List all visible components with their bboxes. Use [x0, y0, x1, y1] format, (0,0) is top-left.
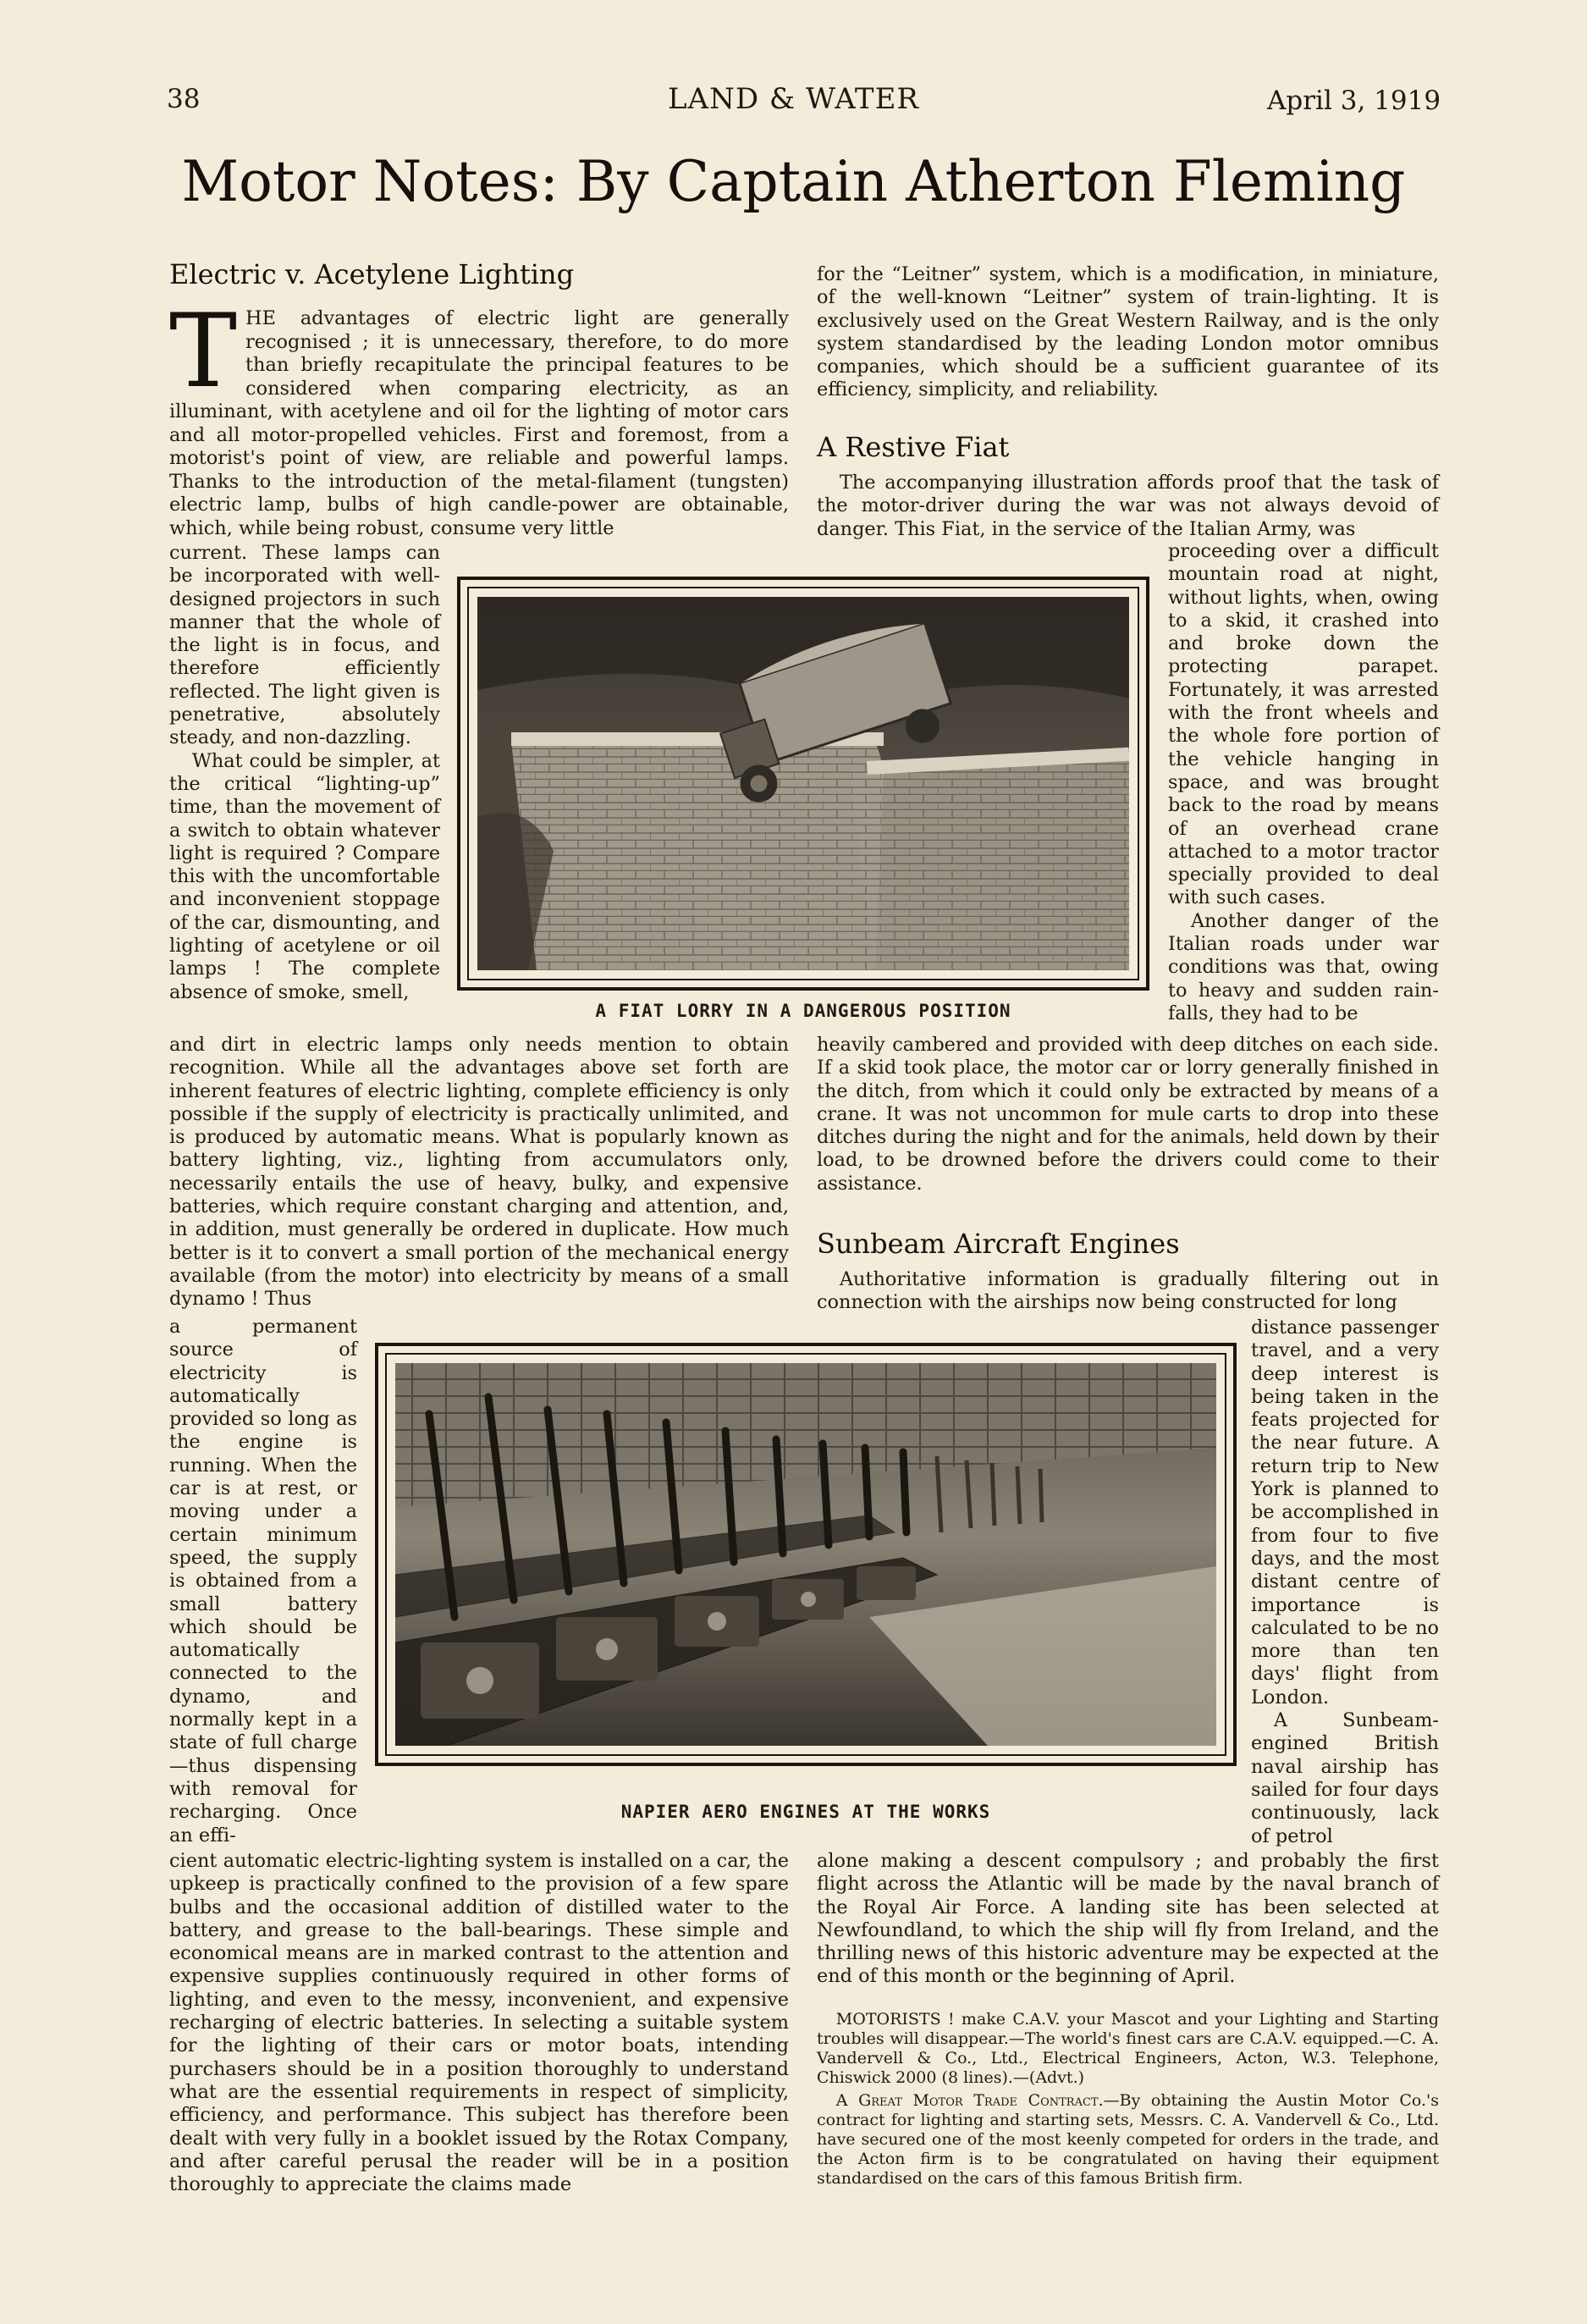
notice-contract-body: —By obtaining the Austin Motor Co.'s contract for lighting and starting sets, Messrs. C. A. Vandervell & Co., Ltd. have secured one of the most keenly competed for orders in the trade, and the Acton firm is to be congratulated on having their equipment standardised on the cars of this famous British firm.	[817, 2091, 1440, 2188]
article-title: Motor Notes: By Captain Atherton Fleming	[181, 149, 1406, 214]
napier-photo-frame	[375, 1343, 1237, 1766]
paragraph-fiat-crash: proceeding over a difficult mountain road at night, without lights, when, owing to a skid, it crashed into and broke down the protecting parapet. Fortunately, it was arrested with the front wheels and the whole fore portion of the vehicle hanging in space, and was brought back to the road by means of an overhead crane attached to a motor tractor specially provided to deal with such cases.	[1168, 540, 1439, 909]
column1-narrow-block-a	[169, 542, 440, 1004]
paragraph-switch: What could be simpler, at the critical “lighting-up” time, than the movement of a switch to obtain whatever light is required ? Compare this with the uncomfortable and inconvenient stoppage of the car, dismounting, and lighting of acetylene or oil lamps ! The complete absence of smoke, smell,	[169, 749, 440, 1003]
napier-engines-photo	[395, 1363, 1216, 1746]
paragraph-lamps: current. These lamps can be incorporated with well-designed projectors in such manner that the whole of the light is in focus, and therefore efficiently reflected. The light given is penetrative, absolutely steady, and non-dazzling.	[169, 542, 440, 749]
section-heading-electric: Electric v. Acetylene Lighting	[169, 258, 575, 290]
paragraph-dynamo: and dirt in electric lamps only needs mention to obtain recognition. While all the advantages above set forth are inherent features of electric lighting, complete efficiency is only possible if the supply of electricity is practically unlimited, and is produced by automatic means. What is popularly known as battery lighting, viz., lighting from accumulators only, necessarily entails the use of heavy, bulky, and expensive batteries, which require constant charging and attention, and, in addition, must generally be ordered in duplicate. How much better is it to convert a small portion of the mechanical energy available (from the motor) into electricity by means of a small dynamo ! Thus	[169, 1034, 789, 1311]
paragraph-upkeep: cient automatic electric-lighting system is installed on a car, the upkeep is practically confined to the provision of a few spare bulbs and the occasional addition of distilled water to the battery, and grease to the ball-bearings. These simple and economical means are in marked contrast to the attention and expensive supplies continuously required in other forms of lighting, and even to the messy, inconvenient, and expensive recharging of electric batteries. In selecting a suitable system for the lighting of their cars or motor boats, intending purchasers should be in a position thoroughly to understand what are the essential requirements in respect of simplicity, efficiency, and performance. This subject has therefore been dealt with very fully in a booklet issued by the Rotax Company, and after careful perusal the reader will be in a position thoroughly to appreciate the claims made	[169, 1850, 789, 2196]
issue-date: April 3, 1919	[1267, 86, 1441, 116]
intro-paragraph	[169, 293, 789, 540]
napier-engines-illustration	[395, 1363, 1216, 1746]
fiat-narrow-block	[1168, 540, 1439, 1025]
column1-narrow-block-b	[169, 1316, 357, 1847]
paragraph-sunbeam-atlantic: alone making a descent compulsory ; and probably the first flight across the Atlantic will be made by the naval branch of the Royal Air Force. A landing site has been selected at Newfoundland, to which the ship will fly from Ireland, and the thrilling news of this historic adventure may be expected at the end of this month or the beginning of April.	[817, 1850, 1439, 1988]
section-heading-fiat: A Restive Fiat	[817, 431, 1010, 463]
sunbeam-full-block	[817, 1850, 1439, 1989]
paragraph-fiat-ditches: heavily cambered and provided with deep ditches on each side. If a skid took place, the motor car or lorry generally finished in the ditch, from which it could only be extracted by means of a crane. It was not uncommon for mule carts to drop into these ditches during the night and for the animals, held down by their load, to be drowned before the drivers could come to their assistance.	[817, 1034, 1439, 1195]
fiat-lorry-photo	[477, 597, 1129, 970]
fiat-photo-frame	[457, 577, 1149, 991]
notice-cav: MOTORISTS ! make C.A.V. your Mascot and your Lighting and Starting troubles will disappear.—The world's finest cars are C.A.V. equipped.—C. A. Vandervell & Co., Ltd., Electrical Engineers, Acton, W.3. Telephone, Chiswick 2000 (8 lines).—(Advt.)	[817, 2010, 1439, 2087]
fiat-photo-caption: A FIAT LORRY IN A DANGEROUS POSITION	[595, 1001, 1011, 1021]
fiat-lorry-illustration	[477, 597, 1129, 970]
paragraph-fiat-intro: The accompanying illustration affords proof that the task of the motor-driver during the war was not always devoid of danger. This Fiat, in the service of the Italian Army, was	[817, 472, 1439, 540]
intro-text: HE advantages of electric light are generally recognised ; it is unnecessary, therefore, to do more than briefly recapitulate the principal features to be considered when comparing electricity, as an illuminant, with acetylene and oil for the lighting of motor cars and all motor-propelled vehicles. First and foremost, from a motorist's point of view, are reliable and powerful lamps. Thanks to the introduction of the metal-filament (tungsten) electric lamp, bulbs of high candle-power are obtainable, which, while being robust, consume very little	[169, 307, 789, 539]
publication-name: LAND & WATER	[667, 82, 920, 116]
notices-block	[817, 2010, 1439, 2189]
napier-photo-caption: NAPIER AERO ENGINES AT THE WORKS	[620, 1802, 991, 1822]
paragraph-fiat-roads: Another danger of the Italian roads under war conditions was that, owing to heavy and sudden rain-falls, they had to be	[1168, 909, 1439, 1024]
paragraph-leitner: for the “Leitner” system, which is a modification, in miniature, of the well-known “Leitner” system of train-lighting. It is exclusively used on the Great Western Railway, and is the only system standardised by the leading London motor omnibus companies, which should be a sufficient guarantee of its efficiency, simplicity, and reliability.	[817, 263, 1439, 401]
paragraph-sunbeam-intro: Authoritative information is gradually filtering out in connection with the airships now being constructed for long	[817, 1268, 1439, 1314]
sunbeam-narrow-block	[1251, 1317, 1439, 1848]
paragraph-sunbeam-travel: distance passenger travel, and a very deep interest is being taken in the feats projected for the near future. A return trip to New York is planned to be accomplished in from four to five days, and the most distant centre of importance is calculated to be no more than ten days' flight from London.	[1251, 1317, 1439, 1708]
column2-top-block	[817, 263, 1439, 402]
notice-contract-lead: A Great Motor Trade Contract.	[835, 2091, 1104, 2110]
paragraph-battery: a permanent source of electricity is automatically provided so long as the engine is running. When the car is at rest, or moving under a certain minimum speed, the supply is obtained from a small battery which should be automatically connected to the dynamo, and normally kept in a state of full charge—thus dispensing with removal for recharging. Once an effi-	[169, 1316, 357, 1847]
section-heading-sunbeam: Sunbeam Aircraft Engines	[817, 1228, 1180, 1260]
notice-contract	[817, 2091, 1439, 2189]
drop-cap: T	[169, 293, 238, 411]
page-number: 38	[167, 84, 201, 114]
paragraph-sunbeam-airship: A Sunbeam-engined British naval airship has sailed for four days continuously, lack of petrol	[1251, 1709, 1439, 1847]
sunbeam-intro-block	[817, 1268, 1439, 1315]
column1-full-block-a	[169, 1034, 789, 1311]
column1-full-block-b	[169, 1850, 789, 2196]
fiat-full-block	[817, 1034, 1439, 1195]
fiat-intro-block	[817, 472, 1439, 541]
